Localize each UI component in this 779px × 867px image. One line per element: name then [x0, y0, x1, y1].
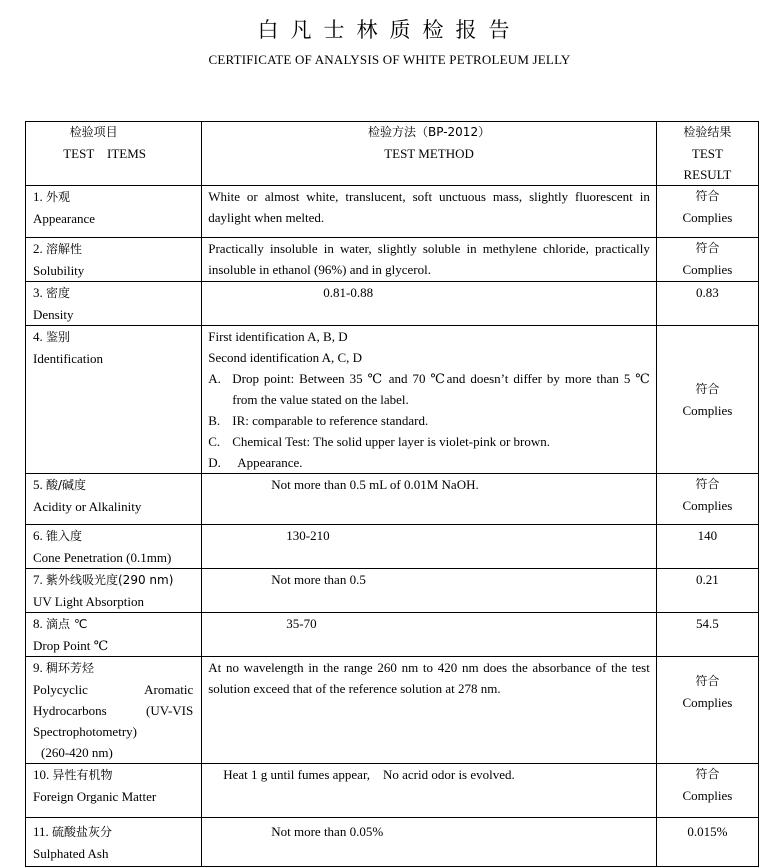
item-name-cn: 滴点 ℃ — [46, 617, 88, 631]
header-method-en: TEST METHOD — [384, 146, 474, 161]
table-row — [26, 326, 759, 474]
method-cell — [202, 282, 657, 326]
result-cell: 0.83 — [656, 282, 758, 326]
item-cell — [26, 613, 202, 657]
method-cell: Practically insoluble in water, slightly soluble in methylene chloride, practically insoluble in ethanol (96%) and in glycerol. — [202, 238, 657, 282]
result-en: Complies — [682, 262, 733, 277]
result-cell: 0.21 — [656, 569, 758, 613]
result-cn: 符合 — [695, 241, 720, 255]
item-cell — [26, 525, 202, 569]
item-number: 1. — [33, 189, 43, 204]
method-cell — [202, 818, 657, 867]
document-title-english: CERTIFICATE OF ANALYSIS OF WHITE PETROLEUM JELLY — [208, 52, 571, 67]
method-cell — [202, 525, 657, 569]
item-cell — [26, 238, 202, 282]
item-number: 3. — [33, 285, 43, 300]
table-row — [26, 474, 759, 525]
result-en: Complies — [682, 210, 733, 225]
method-cell — [202, 474, 657, 525]
result-cell — [656, 326, 758, 474]
result-cell: 140 — [656, 525, 758, 569]
item-number: 9. — [33, 660, 43, 675]
item-cell — [26, 282, 202, 326]
header-items-cn: 检验项目 — [69, 125, 118, 139]
table-row — [26, 525, 759, 569]
table-row — [26, 613, 759, 657]
result-en: Complies — [682, 788, 733, 803]
item-name-cn: 外观 — [46, 190, 71, 204]
item-name-en: Cone Penetration (0.1mm) — [33, 550, 172, 565]
table-row — [26, 764, 759, 818]
analysis-table — [25, 121, 759, 867]
item-name-en: Identification — [33, 351, 104, 366]
result-en: Complies — [682, 402, 733, 418]
item-name-en: Polycyclic Aromatic Hydrocarbons (UV-VIS Spectrophotometry) — [33, 682, 194, 739]
method-item: B. IR: comparable to reference standard. — [208, 413, 429, 428]
method-cell — [202, 613, 657, 657]
method-text: Heat 1 g until fumes appear, No acrid odor is evolved. — [223, 767, 515, 782]
item-number: 5. — [33, 477, 43, 492]
item-name-cn: 鉴别 — [46, 330, 71, 344]
document-title-chinese: 白凡士林质检报告 — [257, 18, 522, 42]
method-text: 130-210 — [286, 528, 330, 543]
item-cell — [26, 569, 202, 613]
result-cn: 符合 — [695, 381, 720, 396]
table-row — [26, 238, 759, 282]
method-cell: White or almost white, translucent, soft unctuous mass, slightly fluorescent in daylight when melted. — [202, 186, 657, 238]
item-number: 11. — [33, 824, 49, 839]
method-item: D. Appearance. — [208, 455, 303, 470]
header-result-cell — [656, 122, 758, 186]
item-cell — [26, 186, 202, 238]
result-cell — [656, 186, 758, 238]
result-cn: 符合 — [695, 189, 720, 203]
table-row — [26, 186, 759, 238]
header-items-cell — [26, 122, 202, 186]
result-en: Complies — [682, 695, 733, 710]
result-cell — [656, 764, 758, 818]
item-name-en: Drop Point ℃ — [33, 638, 109, 653]
method-line: Second identification A, C, D — [208, 350, 363, 365]
item-name-en-range: (260-420 nm) — [41, 745, 113, 760]
item-name-en: Acidity or Alkalinity — [33, 499, 142, 514]
item-name-cn: 硫酸盐灰分 — [52, 825, 113, 839]
header-items-en: TEST ITEMS — [63, 146, 147, 161]
result-cn: 符合 — [695, 767, 720, 781]
item-name-cn: 稠环芳烃 — [46, 661, 95, 675]
item-name-en: Foreign Organic Matter — [33, 789, 157, 804]
item-name-cn: 异性有机物 — [52, 768, 113, 782]
method-cell — [202, 326, 657, 474]
method-cell — [202, 764, 657, 818]
item-number: 2. — [33, 241, 43, 256]
result-cell — [656, 657, 758, 764]
item-cell — [26, 326, 202, 474]
method-item: C. Chemical Test: The solid upper layer is violet-pink or brown. — [208, 434, 551, 449]
method-text: Not more than 0.05% — [271, 824, 384, 839]
method-line: First identification A, B, D — [208, 329, 348, 344]
item-cell — [26, 474, 202, 525]
table-row — [26, 657, 759, 764]
header-result-en1: TEST — [691, 146, 723, 161]
item-number: 7. — [33, 572, 43, 587]
result-cn: 符合 — [695, 477, 720, 491]
item-name-en: Solubility — [33, 263, 85, 278]
method-item: A. Drop point: Between 35 ℃ and 70 ℃and doesn’t differ by more than 5 ℃ from the value stated on the label. — [208, 371, 650, 407]
item-number: 6. — [33, 528, 43, 543]
method-text: 35-70 — [286, 616, 317, 631]
method-cell — [202, 569, 657, 613]
item-name-cn: 酸/碱度 — [46, 478, 87, 492]
item-cell — [26, 657, 202, 764]
item-number: 10. — [33, 767, 50, 782]
item-name-en: Sulphated Ash — [33, 846, 109, 861]
method-cell: At no wavelength in the range 260 nm to 420 nm does the absorbance of the test solution exceed that of the reference solution at 278 nm. — [202, 657, 657, 764]
header-method-cn: 检验方法（BP-2012） — [368, 125, 491, 139]
item-name-cn: 密度 — [46, 286, 71, 300]
table-row — [26, 282, 759, 326]
item-name-en: Density — [33, 307, 74, 322]
item-name-cn: 溶解性 — [46, 242, 83, 256]
item-name-en: UV Light Absorption — [33, 594, 144, 609]
result-cell — [656, 474, 758, 525]
method-text: Not more than 0.5 — [271, 572, 366, 587]
result-cell: 54.5 — [656, 613, 758, 657]
table-header-row — [26, 122, 759, 186]
item-name-en: Appearance — [33, 211, 96, 226]
item-cell — [26, 818, 202, 867]
item-cell — [26, 764, 202, 818]
header-result-cn: 检验结果 — [683, 125, 732, 139]
result-cell — [656, 238, 758, 282]
table-row — [26, 569, 759, 613]
result-cell: 0.015% — [656, 818, 758, 867]
result-cn: 符合 — [695, 674, 720, 688]
table-row — [26, 818, 759, 867]
method-text: 0.81-0.88 — [323, 285, 374, 300]
item-number: 4. — [33, 329, 43, 344]
method-text: Not more than 0.5 mL of 0.01M NaOH. — [271, 477, 479, 492]
header-method-cell — [202, 122, 657, 186]
item-name-cn: 锥入度 — [46, 529, 83, 543]
item-number: 8. — [33, 616, 43, 631]
header-result-en2: RESULT — [683, 167, 732, 182]
result-en: Complies — [682, 498, 733, 513]
item-name-cn: 紫外线吸光度(290 nm) — [46, 573, 174, 587]
